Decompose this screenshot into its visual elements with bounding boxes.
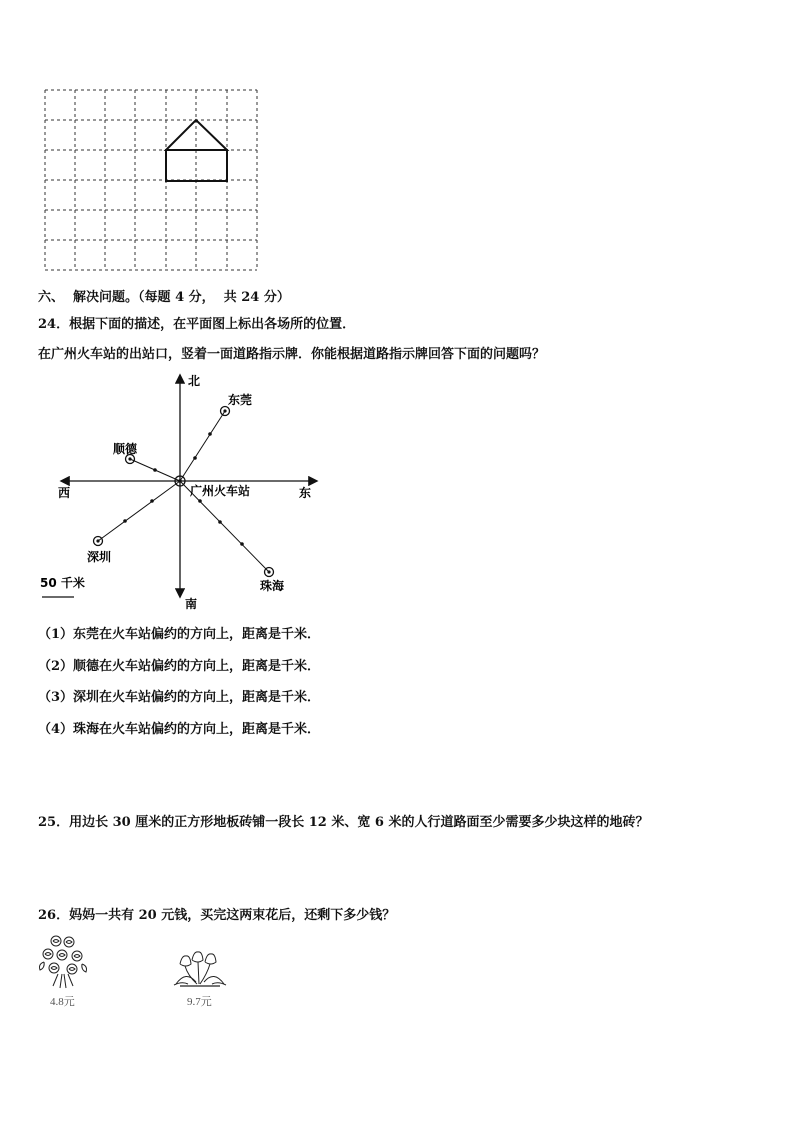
place-label-shenzhen: 深圳 (87, 550, 112, 564)
q24-sub-4: （4）珠海在火车站偏约的方向上，距离是千米． (38, 722, 321, 737)
price-roses: 4.8元 (50, 996, 75, 1008)
south-label: 南 (185, 597, 198, 611)
q24-sub-3: （3）深圳在火车站偏约的方向上，距离是千米． (38, 690, 321, 705)
center-label: 广州火车站 (190, 484, 251, 498)
q26-text: 26．妈妈一共有 20 元钱，买完这两束花后，还剩下多少钱？ (38, 908, 396, 923)
q24-sub-1: （1）东莞在火车站偏约的方向上，距离是千米． (38, 627, 321, 642)
direction-map (30, 368, 330, 618)
q24-intro: 在广州火车站的出站口，竖着一面道路指示牌．你能根据道路指示牌回答下面的问题吗？ (38, 347, 546, 362)
tulip-bunch-image (172, 950, 228, 990)
section-title: 六、 解决问题。（每题 4 分， 共 24 分） (38, 290, 290, 305)
dashed-grid-figure (40, 85, 262, 275)
place-label-zhuhai: 珠海 (260, 579, 285, 593)
q24-title: 24．根据下面的描述，在平面图上标出各场所的位置． (38, 317, 356, 332)
north-label: 北 (188, 374, 201, 388)
place-label-dongguan: 东莞 (228, 393, 253, 407)
route-shenzhen (98, 481, 180, 541)
rose-bouquet-image (36, 932, 92, 992)
scale-label: 50 千米 (40, 576, 85, 590)
route-dongguan (180, 411, 225, 481)
place-label-shunde: 顺德 (113, 442, 138, 456)
east-label: 东 (299, 486, 312, 500)
price-tulips: 9.7元 (187, 996, 212, 1008)
house-shape (166, 120, 227, 181)
west-label: 西 (58, 486, 71, 500)
q24-sub-2: （2）顺德在火车站偏约的方向上，距离是千米． (38, 659, 321, 674)
q25-text: 25．用边长 30 厘米的正方形地板砖铺一段长 12 米、宽 6 米的人行道路面至少需要多少块这样的地砖？ (38, 815, 649, 830)
